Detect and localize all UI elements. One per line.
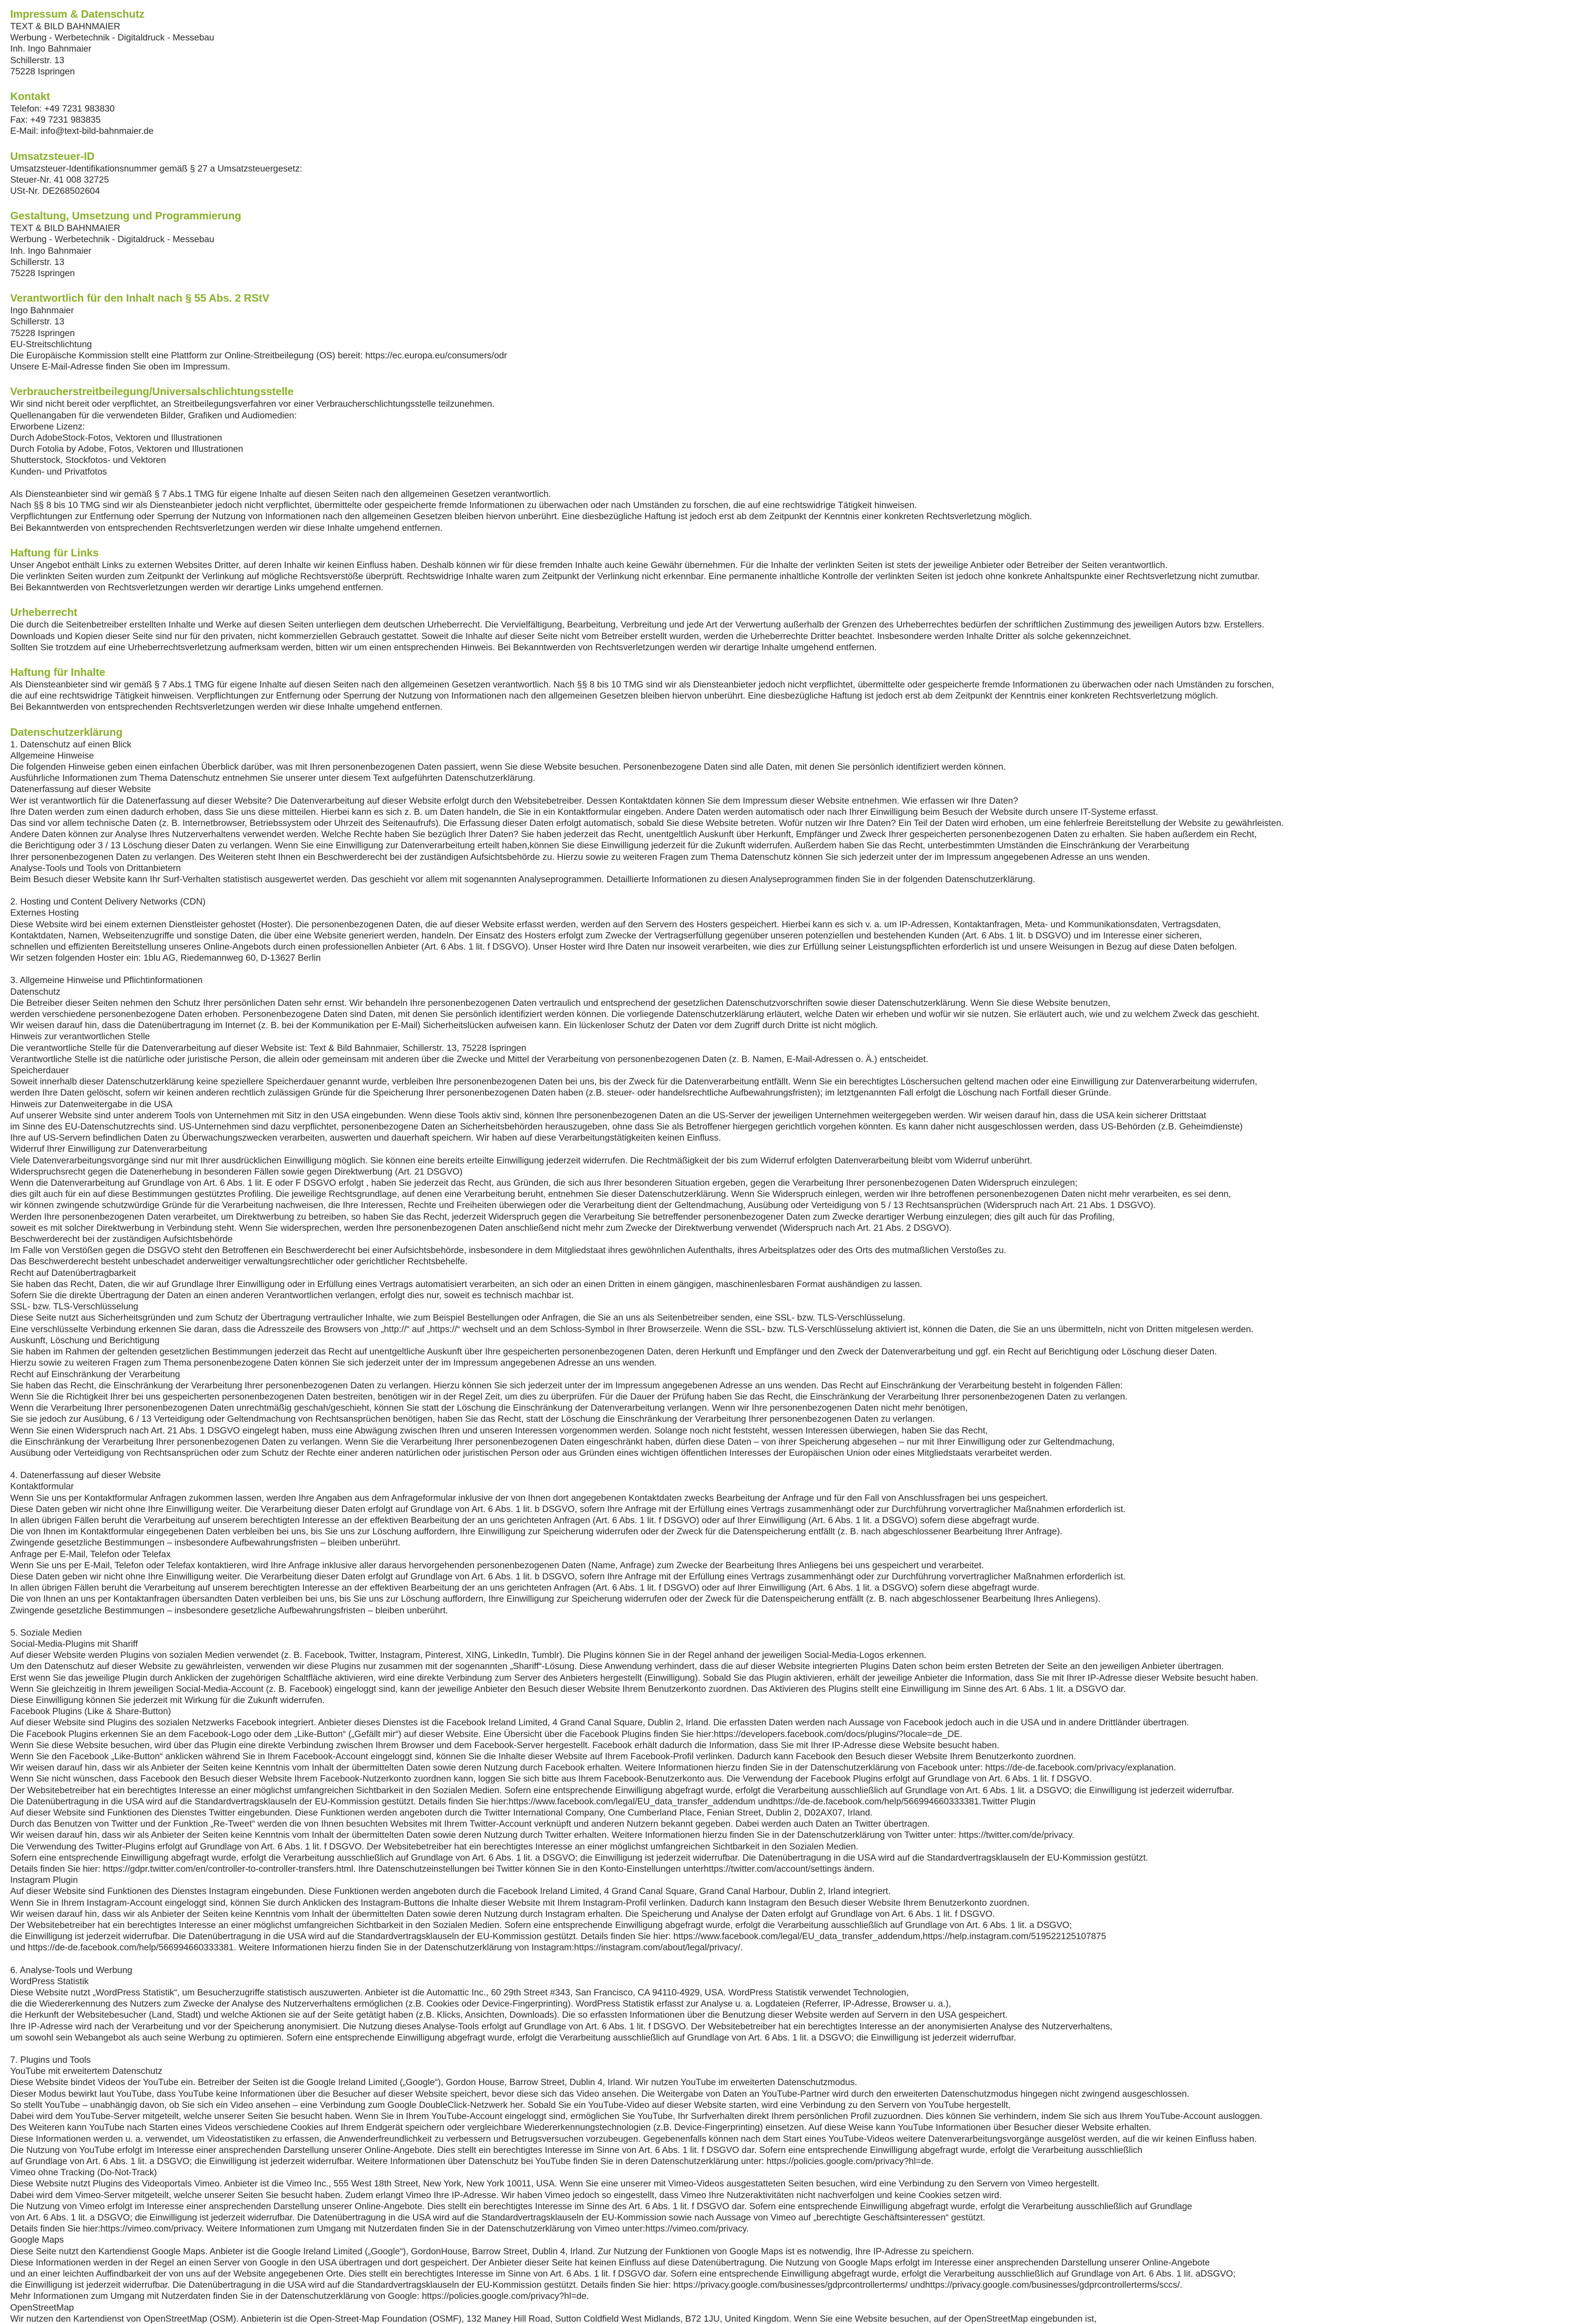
text-line: die Einschränkung der Verarbeitung Ihrer personenbezogenen Daten zu verlangen. Wenn Sie die Verarbeitung Ihrer personenbezogenen Daten eingeschränkt haben, dürfen diese Daten – von ihrer Speicherung abgesehen – nur mit Ihrer Einwilligung oder zur Geltendmachung,: [10, 1436, 1115, 1447]
text-line: soweit es mit solcher Direktwerbung in Verbindung steht. Wenn Sie widersprechen, werden Ihre personenbezogenen Daten anschließend nicht mehr zum Zwecke der Direktwerbung verwendet (Widerspruch nach Art. 21 Abs. 2 DSGVO).: [10, 1222, 952, 1233]
text-line: Steuer-Nr. 41 008 32725: [10, 174, 109, 185]
text-line: Kontaktformular: [10, 1481, 74, 1492]
text-line: Beim Besuch dieser Website kann Ihr Surf-Verhalten statistisch ausgewertet werden. Das geschieht vor allem mit sogenannten Analyseprogrammen. Detaillierte Informationen zu diesen Analyseprogrammen finden Sie in der folgenden Datenschutzerklärung.: [10, 874, 1035, 885]
text-line: Wenn die Verarbeitung Ihrer personenbezogenen Daten unrechtmäßig geschah/geschieht, können Sie statt der Löschung die Einschränkung der Datenverarbeitung verlangen. Wenn wir Ihre personenbezogenen Daten nicht mehr benötigen,: [10, 1403, 968, 1413]
section-heading: Urheberrecht: [10, 606, 78, 619]
text-line: Wenn Sie den Facebook „Like-Button“ anklicken während Sie in Ihrem Facebook-Account eingeloggt sind, können Sie die Inhalte dieser Website auf Ihrem Facebook-Profil verlinken. Dadurch kann Facebook den Besuch dieser Website Ihrem Benutzerkonto zuordnen.: [10, 1751, 1076, 1762]
text-line: SSL- bzw. TLS-Verschlüsselung: [10, 1301, 138, 1312]
text-line: Diese Daten geben wir nicht ohne Ihre Einwilligung weiter. Die Verarbeitung dieser Daten erfolgt auf Grundlage von Art. 6 Abs. 1 lit. b DSGVO, sofern Ihre Anfrage mit der Erfüllung eines Vertrags zusammenhängt oder zur Durchführung vorvertraglicher Maßnahmen erforderlich ist.: [10, 1504, 1126, 1514]
text-line: 5. Soziale Medien: [10, 1627, 82, 1638]
text-line: Die Europäische Kommission stellt eine Plattform zur Online-Streitbeilegung (OS) bereit: https://ec.europa.eu/consumers/odr: [10, 350, 507, 361]
spacer: [10, 1459, 1558, 1470]
text-line: Telefon: +49 7231 983830: [10, 104, 115, 114]
text-line: Sie haben das Recht, Daten, die wir auf Grundlage Ihrer Einwilligung oder in Erfüllung eines Vertrags automatisiert verarbeiten, an sich oder an einen Dritten in einem gängigen, maschinenlesbaren Format aushändigen zu lassen.: [10, 1279, 922, 1289]
text-line: Widerruf Ihrer Einwilligung zur Datenverarbeitung: [10, 1144, 207, 1155]
text-line: Fax: +49 7231 983835: [10, 115, 101, 125]
text-line: Wir weisen darauf hin, dass wir als Anbieter der Seiten keine Kenntnis vom Inhalt der übermittelten Daten sowie deren Nutzung durch Facebook erhalten. Weitere Informationen hierzu finden Sie in der Datenschutzerklärung von Facebook unter: https://de-de.facebook.com/privacy/explanation.: [10, 1763, 1176, 1773]
text-line: Die Verwendung des Twitter-Plugins erfolgt auf Grundlage von Art. 6 Abs. 1 lit. f DSGVO. Der Websitebetreiber hat ein berechtigtes Interesse an einer möglichst umfangreichen Sichtbarkeit in den Sozialen Medien.: [10, 1841, 859, 1852]
text-line: Die Nutzung von Vimeo erfolgt im Interesse einer ansprechenden Darstellung unserer Online-Angebote. Dies stellt ein berechtigtes Interesse im Sinne des Art. 6 Abs. 1 lit. f DSGVO dar. Sofern eine entsprechende Einwilligung abgefragt wurde, erfolgt die Verarbeitung ausschließlich auf Grundlage: [10, 2201, 1192, 2212]
text-line: auf Grundlage von Art. 6 Abs. 1 lit. a DSGVO; die Einwilligung ist jederzeit widerrufbar. Weitere Informationen über Datenschutz bei YouTube finden Sie in deren Datenschutzerklärung unter: https://policies.google.com/privacy?hl=de.: [10, 2156, 934, 2166]
section-heading: Haftung für Inhalte: [10, 666, 105, 678]
text-line: schnellen und effizienten Bereitstellung unseres Online-Angebots durch einen professionellen Anbieter (Art. 6 Abs. 1 lit. f DSGVO). Unser Hoster wird Ihre Daten nur insoweit verarbeiten, wie dies zur Erfüllung seiner Leistungspflichten erforderlich ist und unsere Weisungen in Bezug auf diese Daten befolgen.: [10, 941, 1237, 952]
text-line: Schillerstr. 13: [10, 55, 65, 66]
text-line: Kontaktdaten, Namen, Webseitenzugriffe und sonstige Daten, die über eine Website generiert werden, handeln. Der Einsatz des Hosters erfolgt zum Zwecke der Vertragserfüllung gegenüber unseren potenziellen und bestehenden Kunden (Art. 6 Abs. 1 lit. b DSGVO) und im Interesse einer sicheren,: [10, 930, 1202, 941]
text-line: dies gilt auch für ein auf diese Bestimmungen gestütztes Profiling. Die jeweilige Rechtsgrundlage, auf denen eine Verarbeitung beruht, entnehmen Sie dieser Datenschutzerklärung. Wenn Sie Widerspruch einlegen, werden wir Ihre betroffenen personenbezogenen Daten nicht mehr verarbeiten, es sei denn,: [10, 1189, 1231, 1200]
text-line: Diese Website nutzt Plugins des Videoportals Vimeo. Anbieter ist die Vimeo Inc., 555 West 18th Street, New York, New York 10011, USA. Wenn Sie eine unserer mit Vimeo-Videos ausgestatteten Seiten besuchen, wird eine Verbindung zu den Servern von Vimeo hergestellt.: [10, 2179, 1100, 2189]
spacer: [10, 2043, 1558, 2054]
text-line: Wir weisen darauf hin, dass wir als Anbieter der Seiten keine Kenntnis vom Inhalt der übermittelten Daten sowie deren Nutzung durch Instagram erhalten. Die Speicherung und Analyse der Daten erfolgt auf Grundlage von Art. 6 Abs. 1 lit. f DSGVO.: [10, 1908, 995, 1919]
text-line: Details finden Sie hier: https://gdpr.twitter.com/en/controller-to-controller-transfers.html. Ihre Datenschutzeinstellungen bei Twitter können Sie in den Konto-Einstellungen unterhttps://twitter.com/account/settings ändern.: [10, 1864, 875, 1875]
text-line: Kunden- und Privatfotos: [10, 466, 107, 477]
text-line: 1. Datenschutz auf einen Blick: [10, 739, 132, 750]
text-line: Wenn die Datenverarbeitung auf Grundlage von Art. 6 Abs. 1 lit. E oder F DSGVO erfolgt , haben Sie jederzeit das Recht, aus Gründen, die sich aus Ihrer besonderen Situation ergeben, gegen die Verarbeitung Ihrer personenbezogenen Daten Widerspruch einzulegen;: [10, 1178, 1078, 1188]
text-line: Wir sind nicht bereit oder verpflichtet, an Streitbeilegungsverfahren vor einer Verbraucherschlichtungsstelle teilzunehmen.: [10, 399, 495, 409]
text-line: Als Diensteanbieter sind wir gemäß § 7 Abs.1 TMG für eigene Inhalte auf diesen Seiten nach den allgemeinen Gesetzen verantwortlich. Nach §§ 8 bis 10 TMG sind wir als Diensteanbieter jedoch nicht verpflichtet, übermittelte oder gespeicherte fremde Informationen zu überwachen oder nach Umständen zu forschen,: [10, 679, 1274, 690]
text-line: im Sinne des EU-Datenschutzrechts sind. US-Unternehmen sind dazu verpflichtet, personenbezogene Daten an Sicherheitsbehörden herauszugeben, ohne dass Sie als Betroffener hiergegen gerichtlich vorgehen könnten. Es kann daher nicht ausgeschlossen werden, dass US-Behörden (z.B. Geheimdienste): [10, 1122, 1243, 1132]
text-line: TEXT & BILD BAHNMAIER: [10, 223, 120, 234]
text-line: Auf unserer Website sind unter anderem Tools von Unternehmen mit Sitz in den USA eingebunden. Wenn diese Tools aktiv sind, können Ihre personenbezogenen Daten an die US-Server der jeweiligen Unternehmen weitergegeben werden. Wir weisen darauf hin, dass die USA kein sicherer Drittstaat: [10, 1110, 1206, 1121]
text-line: und https://de-de.facebook.com/help/566994660333381. Weitere Informationen hierzu finden Sie in der Datenschutzerklärung von Instagram:https://instagram.com/about/legal/privacy/.: [10, 1942, 743, 1953]
text-line: Werbung - Werbetechnik - Digitaldruck - Messebau: [10, 234, 214, 245]
text-line: Diese Website wird bei einem externen Dienstleister gehostet (Hoster). Die personenbezogenen Daten, die auf dieser Website erfasst werden, werden auf den Servern des Hosters gespeichert. Hierbei kann es sich v. a. um IP-Adressen, Kontaktanfragen, Meta- und Kommunikationsdaten, Vertragsdaten,: [10, 919, 1221, 930]
text-line: Downloads und Kopien dieser Seite sind nur für den privaten, nicht kommerziellen Gebrauch gestattet. Soweit die Inhalte auf dieser Seite nicht vom Betreiber erstellt wurden, werden die Urheberrechte Dritter beachtet. Insbesondere werden Inhalte Dritter als solche gekennzeichnet.: [10, 631, 1131, 641]
section: [10, 666, 1558, 713]
text-line: So stellt YouTube – unabhängig davon, ob Sie sich ein Video ansehen – eine Verbindung zum Google DoubleClick-Netzwerk her. Sobald Sie ein YouTube-Video auf dieser Website starten, wird eine Verbindung zu den Servern von YouTube hergestellt.: [10, 2100, 1011, 2110]
spacer: [10, 964, 1558, 975]
text-line: Wer ist verantwortlich für die Datenerfassung auf dieser Website? Die Datenverarbeitung auf dieser Website erfolgt durch den Websitebetreiber. Dessen Kontaktdaten können Sie dem Impressum dieser Website entnehmen. Wie erfassen wir Ihre Daten?: [10, 795, 1018, 806]
section-heading: Impressum & Datenschutz: [10, 8, 145, 20]
text-line: Wenn Sie gleichzeitig in Ihrem jeweiligen Social-Media-Account (z. B. Facebook) eingeloggt sind, kann der jeweilige Anbieter den Besuch dieser Website Ihrem Benutzerkonto zuordnen. Das Aktivieren des Plugins stellt eine Einwilligung im Sinne des Art. 6 Abs. 1 lit. a DSGVO dar.: [10, 1684, 1126, 1694]
text-line: Soweit innerhalb dieser Datenschutzerklärung keine speziellere Speicherdauer genannt wurde, verbleiben Ihre personenbezogenen Daten bei uns, bis der Zweck für die Datenverarbeitung entfällt. Wenn Sie ein berechtigtes Löschersuchen geltend machen oder eine Einwilligung zur Datenverarbeitung widerrufen,: [10, 1076, 1257, 1087]
text-line: In allen übrigen Fällen beruht die Verarbeitung auf unserem berechtigten Interesse an der effektiven Bearbeitung der an uns gerichteten Anfragen (Art. 6 Abs. 1 lit. f DSGVO) oder auf Ihrer Einwilligung (Art. 6 Abs. 1 lit. a DSGVO) sofern diese abgefragt wurde.: [10, 1515, 1039, 1525]
text-line: Die folgenden Hinweise geben einen einfachen Überblick darüber, was mit Ihren personenbezogenen Daten passiert, wenn Sie diese Website besuchen. Personenbezogene Daten sind alle Daten, mit denen Sie persönlich identifiziert werden können.: [10, 761, 1006, 772]
text-line: Ihre Daten werden zum einen dadurch erhoben, dass Sie uns diese mitteilen. Hierbei kann es sich z. B. um Daten handeln, die Sie in ein Kontaktformular eingeben. Andere Daten werden automatisch oder nach Ihrer Einwilligung beim Besuch der Website durch unsere IT-Systeme erfasst.: [10, 806, 1158, 817]
text-line: Diese Seite nutzt den Kartendienst Google Maps. Anbieter ist die Google Ireland Limited („Google“), GordonHouse, Barrow Street, Dublin 4, Irland. Zur Nutzung der Funktionen von Google Maps ist es notwendig, Ihre IP-Adresse zu speichern.: [10, 2246, 974, 2257]
text-line: Die verantwortliche Stelle für die Datenverarbeitung auf dieser Website ist: Text & Bild Bahnmaier, Schillerstr. 13, 75228 Ispringen: [10, 1043, 526, 1053]
text-line: die Einwilligung ist jederzeit widerrufbar. Die Datenübertragung in die USA wird auf die Standardvertragsklauseln der EU-Kommission gestützt. Details finden Sie hier: https://www.facebook.com/legal/EU_data_transfer_addendum,https://help.instagram.com/519522125107875: [10, 1931, 1106, 1942]
text-line: Andere Daten können zur Analyse Ihres Nutzerverhaltens verwendet werden. Welche Rechte haben Sie bezüglich Ihrer Daten? Sie haben jederzeit das Recht, unentgeltlich Auskunft über Herkunft, Empfänger und Zweck Ihrer gespeicherten personenbezogenen Daten zu erhalten. Sie haben außerdem ein Recht,: [10, 829, 1257, 840]
text-line: Verpflichtungen zur Entfernung oder Sperrung der Nutzung von Informationen nach den allgemeinen Gesetzen bleiben hiervon unberührt. Eine diesbezügliche Haftung ist jedoch erst ab dem Zeitpunkt der Kenntnis einer konkreten Rechtsverletzung möglich.: [10, 511, 1032, 522]
text-line: Wenn Sie uns per Kontaktformular Anfragen zukommen lassen, werden Ihre Angaben aus dem Anfrageformular inklusive der von Ihnen dort angegebenen Kontaktdaten zwecks Bearbeitung der Anfrage und für den Fall von Anschlussfragen bei uns gespeichert.: [10, 1492, 1048, 1503]
text-line: 75228 Ispringen: [10, 268, 75, 279]
spacer: [10, 1616, 1558, 1627]
text-line: Instagram Plugin: [10, 1875, 78, 1886]
section-heading: Haftung für Links: [10, 546, 99, 559]
text-line: Durch das Benutzen von Twitter und der Funktion „Re-Tweet“ werden die von Ihnen besuchten Websites mit Ihrem Twitter-Account verknüpft und anderen Nutzern bekannt gegeben. Dabei werden auch Daten an Twitter übertragen.: [10, 1819, 930, 1829]
text-line: Wir nutzen den Kartendienst von OpenStreetMap (OSM). Anbieterin ist die Open-Street-Map Foundation (OSMF), 132 Maney Hill Road, Sutton Coldfield West Midlands, B72 1JU, United Kingdom. Wenn Sie eine Website besuchen, auf der OpenStreetMap eingebunden ist,: [10, 2313, 1097, 2324]
text-line: Sie haben das Recht, die Einschränkung der Verarbeitung Ihrer personenbezogenen Daten zu verlangen. Hierzu können Sie sich jederzeit unter der im Impressum angegebenen Adresse an uns wenden. Das Recht auf Einschränkung der Verarbeitung besteht in folgenden Fällen:: [10, 1380, 1123, 1391]
text-line: Analyse-Tools und Tools von Drittanbietern: [10, 863, 181, 873]
text-line: von Art. 6 Abs. 1 lit. a DSGVO; die Einwilligung ist jederzeit widerrufbar. Die Datenübertragung in die USA wird auf die Standardvertragsklauseln der EU-Kommission sowie nach Aussage von Vimeo auf „berechtigte Geschäftsinteressen“ gestützt.: [10, 2212, 986, 2223]
section-heading: Kontakt: [10, 90, 50, 103]
text-line: 75228 Ispringen: [10, 66, 75, 77]
text-line: WordPress Statistik: [10, 1976, 89, 1987]
text-line: Die von Ihnen im Kontaktformular eingegebenen Daten verbleiben bei uns, bis Sie uns zur Löschung auffordern, Ihre Einwilligung zur Speicherung widerrufen oder der Zweck für die Datenspeicherung entfällt (z. B. nach abgeschlossener Bearbeitung Ihrer Anfrage).: [10, 1526, 1063, 1537]
text-line: Wir weisen darauf hin, dass die Datenübertragung im Internet (z. B. bei der Kommunikation per E-Mail) Sicherheitslücken aufweisen kann. Ein lückenloser Schutz der Daten vor dem Zugriff durch Dritte ist nicht möglich.: [10, 1020, 878, 1031]
text-line: Durch Fotolia by Adobe, Fotos, Vektoren und Illustrationen: [10, 444, 243, 455]
text-line: Auf dieser Website werden Plugins von sozialen Medien verwendet (z. B. Facebook, Twitter, Instagram, Pinterest, XING, LinkedIn, Tumblr). Die Plugins können Sie in der Regel anhand der jeweiligen Social-Media-Logos erkennen.: [10, 1650, 927, 1661]
spacer: [10, 885, 1558, 896]
section-heading: Gestaltung, Umsetzung und Programmierung: [10, 210, 242, 222]
text-line: Recht auf Datenübertragbarkeit: [10, 1268, 136, 1278]
spacer: [10, 1954, 1558, 1965]
text-line: OpenStreetMap: [10, 2302, 74, 2313]
text-line: Wenn Sie in Ihrem Instagram-Account eingeloggt sind, können Sie durch Anklicken des Instagram-Buttons die Inhalte dieser Website mit Ihrem Instagram-Profil verlinken. Dadurch kann Instagram den Besuch dieser Website Ihrem Benutzerkonto zuordnen.: [10, 1897, 1030, 1908]
text-line: 3. Allgemeine Hinweise und Pflichtinformationen: [10, 975, 203, 986]
section-heading: Datenschutzerklärung: [10, 726, 123, 738]
text-line: Wir weisen darauf hin, dass wir als Anbieter der Seiten keine Kenntnis vom Inhalt der übermittelten Daten sowie deren Nutzung durch Twitter erhalten. Weitere Informationen hierzu finden Sie in der Datenschutzerklärung von Twitter unter: https://twitter.com/de/privacy.: [10, 1830, 1074, 1841]
text-line: Beschwerderecht bei der zuständigen Aufsichtsbehörde: [10, 1234, 233, 1245]
text-line: Zwingende gesetzliche Bestimmungen – insbesondere gesetzliche Aufbewahrungsfristen – bleiben unberührt.: [10, 1605, 448, 1616]
text-line: Als Diensteanbieter sind wir gemäß § 7 Abs.1 TMG für eigene Inhalte auf diesen Seiten nach den allgemeinen Gesetzen verantwortlich.: [10, 489, 551, 499]
text-line: Unsere E-Mail-Adresse finden Sie oben im Impressum.: [10, 362, 230, 372]
text-line: Erst wenn Sie das jeweilige Plugin durch Anklicken der zugehörigen Schaltfläche aktivieren, wird eine direkte Verbindung zum Server des Anbieters hergestellt (Einwilligung). Sobald Sie das Plugin aktivieren, erhält der jeweilige Anbieter die Information, dass Sie mit Ihrer IP-Adresse dieser Website besucht haben.: [10, 1672, 1258, 1683]
text-line: Ingo Bahnmaier: [10, 305, 74, 316]
text-line: Diese Informationen werden u. a. verwendet, um Videostatistiken zu erfassen, die Anwenderfreundlichkeit zu verbessern und Betrugsversuchen vorzubeugen. Gegebenenfalls können nach dem Start eines YouTube-Videos weitere Datenverarbeitungsvorgänge ausgelöst werden, auf die wir keinen Einfluss haben.: [10, 2133, 1257, 2144]
text-line: 75228 Ispringen: [10, 328, 75, 338]
text-line: Die verlinkten Seiten wurden zum Zeitpunkt der Verlinkung auf mögliche Rechtsverstöße überprüft. Rechtswidrige Inhalte waren zum Zeitpunkt der Verlinkung nicht erkennbar. Eine permanente inhaltliche Kontrolle der verlinkten Seiten ist jedoch ohne konkrete Anhaltspunkte einer Rechtsverletzung nicht zumutbar.: [10, 571, 1260, 581]
text-line: Datenschutz: [10, 986, 60, 997]
text-line: die auf eine rechtswidrige Tätigkeit hinweisen. Verpflichtungen zur Entfernung oder Sperrung der Nutzung von Informationen nach den allgemeinen Gesetzen bleiben hiervon unberührt. Eine diesbezügliche Haftung ist jedoch erst ab dem Zeitpunkt der Kenntnis einer konkreten Rechtsverletzung möglich.: [10, 691, 1218, 701]
text-line: Das sind vor allem technische Daten (z. B. Internetbrowser, Betriebssystem oder Uhrzeit des Seitenaufrufs). Die Erfassung dieser Daten erfolgt automatisch, sobald Sie diese Website betreten. Wofür nutzen wir Ihre Daten? Ein Teil der Daten wird erhoben, um eine fehlerfreie Bereitstellung der Website zu gewährleisten.: [10, 818, 1284, 828]
text-line: die die Wiedererkennung des Nutzers zum Zwecke der Analyse des Nutzerverhaltens ermöglichen (z.B. Cookies oder Device-Fingerprinting). WordPress Statistik erfasst zur Analyse u. a. Logdateien (Referrer, IP-Adresse, Browser u. a.),: [10, 1999, 951, 2009]
text-line: Die Datenübertragung in die USA wird auf die Standardvertragsklauseln der EU-Kommission gestützt. Details finden Sie hier:https://www.facebook.com/legal/EU_data_transfer_addendum undhttps://de-de.facebook.com/help/566994660333381.Twitter Plugin: [10, 1796, 1036, 1807]
text-line: Die Betreiber dieser Seiten nehmen den Schutz Ihrer persönlichen Daten sehr ernst. Wir behandeln Ihre personenbezogenen Daten vertraulich und entsprechend der gesetzlichen Datenschutzvorschriften sowie dieser Datenschutzerklärung. Wenn Sie diese Website benutzen,: [10, 997, 1111, 1008]
text-line: Die Nutzung von YouTube erfolgt im Interesse einer ansprechenden Darstellung unserer Online-Angebote. Dies stellt ein berechtigtes Interesse im Sinne von Art. 6 Abs. 1 lit. f DSGVO dar. Sofern eine entsprechende Einwilligung abgefragt wurde, erfolgt die Verarbeitung ausschließlich: [10, 2145, 1143, 2155]
text-line: Social-Media-Plugins mit Shariff: [10, 1638, 138, 1649]
text-line: Sie haben im Rahmen der geltenden gesetzlichen Bestimmungen jederzeit das Recht auf unentgeltliche Auskunft über Ihre gespeicherten personenbezogenen Daten, deren Herkunft und Empfänger und den Zweck der Datenverarbeitung und ggf. ein Recht auf Berichtigung oder Löschung dieser Daten.: [10, 1347, 1217, 1357]
section: [10, 606, 1558, 653]
text-line: Inh. Ingo Bahnmaier: [10, 44, 92, 54]
text-line: Bei Bekanntwerden von Rechtsverletzungen werden wir derartige Links umgehend entfernen.: [10, 582, 384, 593]
text-line: Eine verschlüsselte Verbindung erkennen Sie daran, dass die Adresszeile des Browsers von „http://“ auf „https://“ wechselt und an dem Schloss-Symbol in Ihrer Browserzeile. Wenn die SSL- bzw. TLS-Verschlüsselung aktiviert ist, können die Daten, die Sie an uns übermitteln, nicht von Dritten mitgelesen werden.: [10, 1324, 1254, 1334]
text-line: Auf dieser Website sind Plugins des sozialen Netzwerks Facebook integriert. Anbieter dieses Dienstes ist die Facebook Ireland Limited, 4 Grand Canal Square, Dublin 2, Irland. Die erfassten Daten werden nach Aussage von Facebook jedoch auch in die USA und in andere Drittländer übertragen.: [10, 1717, 1189, 1728]
text-line: 6. Analyse-Tools und Werbung: [10, 1965, 132, 1975]
text-line: Sollten Sie trotzdem auf eine Urheberrechtsverletzung aufmerksam werden, bitten wir um einen entsprechenden Hinweis. Bei Bekanntwerden von Rechtsverletzungen werden wir derartige Inhalte umgehend entfernen.: [10, 642, 877, 653]
section: [10, 209, 1558, 279]
text-line: die Berichtigung oder 3 / 13 Löschung dieser Daten zu verlangen. Wenn Sie eine Einwilligung zur Datenverarbeitung erteilt haben,können Sie diese Einwilligung jederzeit für die Zukunft widerrufen. Außerdem haben Sie das Recht, unterbestimmten Umständen die Einschränkung der Verarbeitung: [10, 840, 1190, 851]
text-line: Bei Bekanntwerden von entsprechenden Rechtsverletzungen werden wir diese Inhalte umgehend entfernen.: [10, 702, 443, 713]
text-line: YouTube mit erweitertem Datenschutz: [10, 2066, 163, 2077]
text-line: Facebook Plugins (Like & Share-Button): [10, 1706, 171, 1717]
text-line: Der Websitebetreiber hat ein berechtigtes Interesse an einer möglichst umfangreichen Sichtbarkeit in den Sozialen Medien. Sofern eine entsprechende Einwilligung abgefragt wurde, erfolgt die Verarbeitung ausschließlich auf Grundlage von Art. 6 Abs. 1 lit. a DSGVO;: [10, 1920, 1072, 1931]
text-line: Erworbene Lizenz:: [10, 421, 85, 432]
text-line: Anfrage per E-Mail, Telefon oder Telefax: [10, 1549, 171, 1559]
text-line: 2. Hosting und Content Delivery Networks (CDN): [10, 897, 206, 907]
text-line: Bei Bekanntwerden von entsprechenden Rechtsverletzungen werden wir diese Inhalte umgehend entfernen.: [10, 522, 443, 533]
text-line: EU-Streitschlichtung: [10, 339, 92, 350]
text-line: Hinweis zur Datenweitergabe in die USA: [10, 1099, 173, 1109]
text-line: Diese Seite nutzt aus Sicherheitsgründen und zum Schutz der Übertragung vertraulicher Inhalte, wie zum Beispiel Bestellungen oder Anfragen, die Sie an uns als Seitenbetreiber senden, eine SSL- bzw. TLS-Verschlüsselung.: [10, 1313, 905, 1323]
text-line: Schillerstr. 13: [10, 317, 65, 327]
text-line: Hierzu sowie zu weiteren Fragen zum Thema personenbezogene Daten können Sie sich jederzeit unter der im Impressum angegebenen Adresse an uns wenden.: [10, 1358, 657, 1368]
text-line: Externes Hosting: [10, 908, 79, 918]
text-line: Sofern Sie die direkte Übertragung der Daten an einen anderen Verantwortlichen verlangen, erfolgt dies nur, soweit es technisch machbar ist.: [10, 1290, 574, 1301]
text-line: Ausführliche Informationen zum Thema Datenschutz entnehmen Sie unserer unter diesem Text aufgeführten Datenschutzerklärung.: [10, 773, 535, 784]
text-line: Shutterstock, Stockfotos- und Vektoren: [10, 455, 166, 466]
text-line: Im Falle von Verstößen gegen die DSGVO steht den Betroffenen ein Beschwerderecht bei einer Aufsichtsbehörde, insbesondere in dem Mitgliedstaat ihres gewöhnlichen Aufenthalts, ihres Arbeitsplatzes oder des Orts des mutmaßlichen Verstoßes zu.: [10, 1245, 1006, 1256]
text-line: Unser Angebot enthält Links zu externen Websites Dritter, auf deren Inhalte wir keinen Einfluss haben. Deshalb können wir für diese fremden Inhalte auch keine Gewähr übernehmen. Für die Inhalte der verlinkten Seiten ist stets der jeweilige Anbieter oder Betreiber der Seiten verantwortlich.: [10, 560, 1168, 570]
text-line: die Herkunft der Websitebesucher (Land, Stadt) und welche Aktionen sie auf der Seite getätigt haben (z.B. Klicks, Ansichten, Downloads). Die so erfassten Informationen über die Benutzung dieser Website werden auf Servern in den USA gespeichert.: [10, 2010, 1008, 2020]
text-line: Ihre auf US-Servern befindlichen Daten zu Überwachungszwecken verarbeiten, auswerten und dauerhaft speichern. Wir haben auf diese Verarbeitungstätigkeiten keinen Einfluss.: [10, 1133, 721, 1143]
text-line: Quellenangaben für die verwendeten Bilder, Grafiken und Audiomedien:: [10, 410, 297, 421]
text-line: Des Weiteren kann YouTube nach Starten eines Videos verschiedene Cookies auf Ihrem Endgerät speichern oder vergleichbare Wiedererkennungstechnologien (z.B. Device-Fingerprinting) einsetzen. Auf diese Weise kann YouTube Informationen über Besucher dieser Website erhalten.: [10, 2122, 1151, 2133]
section: [10, 150, 1558, 197]
text-line: Wir setzen folgenden Hoster ein: 1blu AG, Riedemannweg 60, D-13627 Berlin: [10, 953, 321, 964]
section-heading: Verantwortlich für den Inhalt nach § 55 Abs. 2 RStV: [10, 292, 270, 304]
text-line: Inh. Ingo Bahnmaier: [10, 245, 92, 256]
section-heading: Umsatzsteuer-ID: [10, 150, 95, 162]
text-line: Dabei wird dem YouTube-Server mitgeteilt, welche unserer Seiten Sie besucht haben. Wenn Sie in Ihrem YouTube-Account eingeloggt sind, ermöglichen Sie YouTube, Ihr Surfverhalten direkt Ihrem persönlichen Profil zuzuordnen. Dies können Sie verhindern, indem Sie sich aus Ihrem YouTube-Account ausloggen.: [10, 2111, 1263, 2122]
text-line: USt-Nr. DE268502604: [10, 186, 100, 197]
text-line: Werden Ihre personenbezogenen Daten verarbeitet, um Direktwerbung zu betreiben, so haben Sie das Recht, jederzeit Widerspruch gegen die Verarbeitung Sie betreffender personenbezogener Daten zum Zwecke derartiger Werbung einzulegen; dies gilt auch für das Profiling,: [10, 1211, 1115, 1222]
text-line: Auskunft, Löschung und Berichtigung: [10, 1335, 160, 1346]
text-line: Diese Website bindet Videos der YouTube ein. Betreiber der Seiten ist die Google Ireland Limited („Google“), Gordon House, Barrow Street, Dublin 4, Irland. Wir nutzen YouTube im erweiterten Datenschutzmodus.: [10, 2077, 857, 2088]
text-line: 7. Plugins und Tools: [10, 2055, 91, 2066]
legal-notice-content: [10, 7, 1558, 2324]
text-line: Dabei wird dem Vimeo-Server mitgeteilt, welche unserer Seiten Sie besucht haben. Zudem erlangt Vimeo Ihre IP-Adresse. Wir haben Vimeo jedoch so eingestellt, dass Vimeo Ihre Nutzeraktivitäten nicht nachverfolgen und keine Cookies setzen wird.: [10, 2190, 1002, 2200]
section: [10, 291, 1558, 372]
text-line: Die durch die Seitenbetreiber erstellten Inhalte und Werke auf diesen Seiten unterliegen dem deutschen Urheberrecht. Die Vervielfältigung, Bearbeitung, Verbreitung und jede Art der Verwertung außerhalb der Grenzen des Urheberrechtes bedürfen der schriftlichen Zustimmung des jeweiligen Autors bzw. Erstellers.: [10, 620, 1264, 630]
text-line: Wenn Sie diese Website besuchen, wird über das Plugin eine direkte Verbindung zwischen Ihrem Browser und dem Facebook-Server hergestellt. Facebook erhält dadurch die Information, dass Sie mit Ihrer IP-Adresse diese Website besucht haben.: [10, 1740, 1000, 1750]
text-line: Auf dieser Website sind Funktionen des Dienstes Instagram eingebunden. Diese Funktionen werden angeboten durch die Facebook Ireland Limited, 4 Grand Canal Square, Grand Canal Harbour, Dublin 2, Irland integriert.: [10, 1886, 891, 1897]
text-line: Mehr Informationen zum Umgang mit Nutzerdaten finden Sie in der Datenschutzerklärung von Google: https://policies.google.com/privacy?hl=de.: [10, 2291, 589, 2302]
section: [10, 7, 1558, 77]
text-line: Ausübung oder Verteidigung von Rechtsansprüchen oder zum Schutz der Rechte einer anderen natürlichen oder juristischen Person oder aus Gründen eines wichtigen öffentlichen Interesses der Europäischen Union oder eines Mitgliedstaats verarbeitet werden.: [10, 1447, 1052, 1458]
section: [10, 385, 1558, 533]
text-line: wir können zwingende schutzwürdige Gründe für die Verarbeitung nachweisen, die Ihre Interessen, Rechte und Freiheiten überwiegen oder die Verarbeitung dient der Geltendmachung, Ausübung oder Verteidigung von 5 / 13 Rechtsansprüchen (Widerspruch nach Art. 21 Abs. 1 DSGVO).: [10, 1200, 1156, 1211]
text-line: E-Mail: info@text-bild-bahnmaier.de: [10, 126, 154, 137]
text-line: Diese Informationen werden in der Regel an einen Server von Google in den USA übertragen und dort gespeichert. Der Anbieter dieser Seite hat keinen Einfluss auf diese Datenübertragung. Die Nutzung von Google Maps erfolgt im Interesse einer ansprechenden Darstellung unserer Online-Angebote: [10, 2257, 1210, 2268]
text-line: Die von Ihnen an uns per Kontaktanfragen übersandten Daten verbleiben bei uns, bis Sie uns zur Löschung auffordern, Ihre Einwilligung zur Speicherung widerrufen oder der Zweck für die Datenspeicherung entfällt (z. B. nach abgeschlossener Bearbeitung Ihres Anliegens).: [10, 1594, 1101, 1604]
text-line: Allgemeine Hinweise: [10, 750, 94, 761]
text-line: Diese Website nutzt „WordPress Statistik“, um Besucherzugriffe statistisch auszuwerten. Anbieter ist die Automattic Inc., 60 29th Street #343, San Francisco, CA 94110-4929, USA. WordPress Statistik verwendet Technologien,: [10, 1987, 909, 1998]
text-line: Wenn Sie einen Widerspruch nach Art. 21 Abs. 1 DSGVO eingelegt haben, muss eine Abwägung zwischen Ihren und unseren Interessen vorgenommen werden. Solange noch nicht feststeht, wessen Interessen überwiegen, haben Sie das Recht,: [10, 1425, 988, 1436]
text-line: In allen übrigen Fällen beruht die Verarbeitung auf unserem berechtigten Interesse an der effektiven Bearbeitung der an uns gerichteten Anfragen (Art. 6 Abs. 1 lit. f DSGVO) oder auf Ihrer Einwilligung (Art. 6 Abs. 1 lit. a DSGVO) sofern diese abgefragt wurde.: [10, 1583, 1039, 1593]
section: [10, 726, 1558, 2324]
text-line: Wenn Sie uns per E-Mail, Telefon oder Telefax kontaktieren, wird Ihre Anfrage inklusive aller daraus hervorgehenden personenbezogenen Daten (Name, Anfrage) zum Zwecke der Bearbeitung Ihres Anliegens bei uns gespeichert und verarbeitet.: [10, 1560, 984, 1571]
text-line: Widerspruchsrecht gegen die Datenerhebung in besonderen Fällen sowie gegen Direktwerbung (Art. 21 DSGVO): [10, 1166, 463, 1177]
text-line: Verantwortliche Stelle ist die natürliche oder juristische Person, die allein oder gemeinsam mit anderen über die Zwecke und Mittel der Verarbeitung von personenbezogenen Daten (z. B. Namen, E-Mail-Adressen o. Ä.) entscheidet.: [10, 1054, 928, 1064]
text-line: Um den Datenschutz auf dieser Website zu gewährleisten, verwenden wir diese Plugins nur zusammen mit der sogenannten „Shariff“-Lösung. Diese Anwendung verhindert, dass die auf dieser Website integrierten Plugins Daten schon beim ersten Betreten der Seite an den jeweiligen Anbieter übertragen.: [10, 1661, 1224, 1672]
text-line: Zwingende gesetzliche Bestimmungen – insbesondere Aufbewahrungsfristen – bleiben unberührt.: [10, 1538, 401, 1548]
text-line: werden verschiedene personenbezogene Daten erhoben. Personenbezogene Daten sind Daten, mit denen Sie persönlich identifiziert werden können. Die vorliegende Datenschutzerklärung erläutert, welche Daten wir erheben und wofür wir sie nutzen. Sie erläutert auch, wie und zu welchem Zweck das geschieht.: [10, 1009, 1260, 1019]
section: [10, 546, 1558, 594]
text-line: Sofern eine entsprechende Einwilligung abgefragt wurde, erfolgt die Verarbeitung ausschließlich auf Grundlage von Art. 6 Abs. 1 lit. a DSGVO; die Einwilligung ist jederzeit widerrufbar. Die Datenübertragung in die USA wird auf die Standardvertragsklauseln der EU-Kommission gestützt.: [10, 1852, 1148, 1863]
text-line: die Einwilligung ist jederzeit widerrufbar. Die Datenübertragung in die USA wird auf die Standardvertragsklauseln der EU-Kommission gestützt. Details finden Sie hier: https://privacy.google.com/businesses/gdprcontrollerterms/ undhttps://privacy.google.com/businesses/gdprcontrollerterms/sccs/.: [10, 2280, 1183, 2291]
text-line: Ihrer personenbezogenen Daten zu verlangen. Des Weiteren steht Ihnen ein Beschwerderecht bei der zuständigen Aufsichtsbehörde zu. Hierzu sowie zu weiteren Fragen zum Thema Datenschutz können Sie sich jederzeit unter der im Impressum angegebenen Adresse an uns wenden.: [10, 852, 1150, 862]
text-line: um sowohl sein Webangebot als auch seine Werbung zu optimieren. Sofern eine entsprechende Einwilligung abgefragt wurde, erfolgt die Verarbeitung ausschließlich auf Grundlage von Art. 6 Abs. 1 lit. a DSGVO; die Einwilligung ist jederzeit widerrufbar.: [10, 2032, 1016, 2043]
text-line: Dieser Modus bewirkt laut YouTube, dass YouTube keine Informationen über die Besucher auf dieser Website speichert, bevor diese sich das Video ansehen. Die Weitergabe von Daten an YouTube-Partner wird durch den erweiterten Datenschutzmodus hingegen nicht zwingend ausgeschlossen.: [10, 2088, 1190, 2099]
text-line: Der Websitebetreiber hat ein berechtigtes Interesse an einer möglichst umfangreichen Sichtbarkeit in den Sozialen Medien. Sofern eine entsprechende Einwilligung abgefragt wurde, erfolgt die Verarbeitung ausschließlich auf Grundlage von Art. 6 Abs. 1 lit. a DSGVO; die Einwilligung ist jederzeit widerrufbar.: [10, 1785, 1234, 1796]
text-line: Durch AdobeStock-Fotos, Vektoren und Illustrationen: [10, 433, 222, 443]
text-line: werden Ihre Daten gelöscht, sofern wir keinen anderen rechtlich zulässigen Gründe für die Speicherung Ihrer personenbezogenen Daten haben (z.B. steuer- oder handelsrechtliche Aufbewahrungsfristen); im letztgenannten Fall erfolgt die Löschung nach Fortfall dieser Gründe.: [10, 1088, 1112, 1098]
text-line: Nach §§ 8 bis 10 TMG sind wir als Diensteanbieter jedoch nicht verpflichtet, übermittelte oder gespeicherte fremde Informationen zu überwachen oder nach Umständen zu forschen, die auf eine rechtswidrige Tätigkeit hinweisen.: [10, 500, 917, 511]
text-line: Google Maps: [10, 2235, 64, 2245]
text-line: Speicherdauer: [10, 1065, 69, 1076]
text-line: TEXT & BILD BAHNMAIER: [10, 21, 120, 32]
text-line: 4. Datenerfassung auf dieser Website: [10, 1470, 161, 1481]
section-heading: Verbraucherstreitbeilegung/Universalschlichtungsstelle: [10, 385, 294, 398]
text-line: Sie sie jedoch zur Ausübung, 6 / 13 Verteidigung oder Geltendmachung von Rechtsansprüchen benötigen, haben Sie das Recht, statt der Löschung die Einschränkung der Verarbeitung Ihrer personenbezogenen Daten zu verlangen.: [10, 1414, 935, 1425]
text-line: Hinweis zur verantwortlichen Stelle: [10, 1031, 150, 1042]
text-line: Viele Datenverarbeitungsvorgänge sind nur mit Ihrer ausdrücklichen Einwilligung möglich. Sie können eine bereits erteilte Einwilligung jederzeit widerrufen. Die Rechtmäßigkeit der bis zum Widerruf erfolgten Datenverarbeitung bleibt vom Widerruf unberührt.: [10, 1155, 1033, 1166]
text-line: Diese Daten geben wir nicht ohne Ihre Einwilligung weiter. Die Verarbeitung dieser Daten erfolgt auf Grundlage von Art. 6 Abs. 1 lit. b DSGVO, sofern Ihre Anfrage mit der Erfüllung eines Vertrags zusammenhängt oder zur Durchführung vorvertraglicher Maßnahmen erforderlich ist.: [10, 1571, 1126, 1582]
text-line: Die Facebook Plugins erkennen Sie an dem Facebook-Logo oder dem „Like-Button“ („Gefällt mir“) auf dieser Website. Eine Übersicht über die Facebook Plugins finden Sie hier:https://developers.facebook.com/docs/plugins/?locale=de_DE.: [10, 1729, 963, 1739]
text-line: Recht auf Einschränkung der Verarbeitung: [10, 1369, 180, 1380]
text-line: Diese Einwilligung können Sie jederzeit mit Wirkung für die Zukunft widerrufen.: [10, 1695, 325, 1705]
text-line: Ihre IP-Adresse wird nach der Verarbeitung und vor der Speicherung anonymisiert. Die Nutzung dieses Analyse-Tools erfolgt auf Grundlage von Art. 6 Abs. 1 lit. f DSGVO. Der Websitebetreiber hat ein berechtigtes Interesse an der anonymisierten Analyse des Nutzerverhaltens,: [10, 2021, 1112, 2032]
text-line: Werbung - Werbetechnik - Digitaldruck - Messebau: [10, 33, 214, 43]
text-line: Vimeo ohne Tracking (Do-Not-Track): [10, 2167, 157, 2178]
text-line: Auf dieser Website sind Funktionen des Dienstes Twitter eingebunden. Diese Funktionen werden angeboten durch die Twitter International Company, One Cumberland Place, Fenian Street, Dublin 2, D02AX07, Irland.: [10, 1808, 873, 1818]
spacer: [10, 477, 1558, 489]
text-line: Umsatzsteuer-Identifikationsnummer gemäß § 27 a Umsatzsteuergesetz:: [10, 163, 303, 174]
section: [10, 90, 1558, 137]
text-line: Schillerstr. 13: [10, 257, 65, 267]
text-line: Details finden Sie hier:https://vimeo.com/privacy. Weitere Informationen zum Umgang mit Nutzerdaten finden Sie in der Datenschutzerklärung von Vimeo unter:https://vimeo.com/privacy.: [10, 2224, 749, 2234]
text-line: Datenerfassung auf dieser Website: [10, 784, 151, 795]
text-line: Wenn Sie nicht wünschen, dass Facebook den Besuch dieser Website Ihrem Facebook-Nutzerkonto zuordnen kann, loggen Sie sich bitte aus Ihrem Facebook-Benutzerkonto aus. Die Verwendung der Facebook Plugins erfolgt auf Grundlage von Art. 6 Abs. 1 lit. f DSGVO.: [10, 1774, 1092, 1784]
text-line: Das Beschwerderecht besteht unbeschadet anderweitiger verwaltungsrechtlicher oder gerichtlicher Rechtsbehelfe.: [10, 1256, 468, 1267]
text-line: Wenn Sie die Richtigkeit Ihrer bei uns gespeicherten personenbezogenen Daten bestreiten, benötigen wir in der Regel Zeit, um dies zu überprüfen. Für die Dauer der Prüfung haben Sie das Recht, die Einschränkung der Verarbeitung Ihrer personenbezogenen Daten zu verlangen.: [10, 1391, 1128, 1402]
text-line: und an einer leichten Auffindbarkeit der von uns auf der Website angegebenen Orte. Dies stellt ein berechtigtes Interesse im Sinne von Art. 6 Abs. 1 lit. f DSGVO dar. Sofern eine entsprechende Einwilligung abgefragt wurde, erfolgt die Verarbeitung ausschließlich auf Grundlage von Art. 6 Abs. 1 lit. aDSGVO;: [10, 2268, 1236, 2279]
